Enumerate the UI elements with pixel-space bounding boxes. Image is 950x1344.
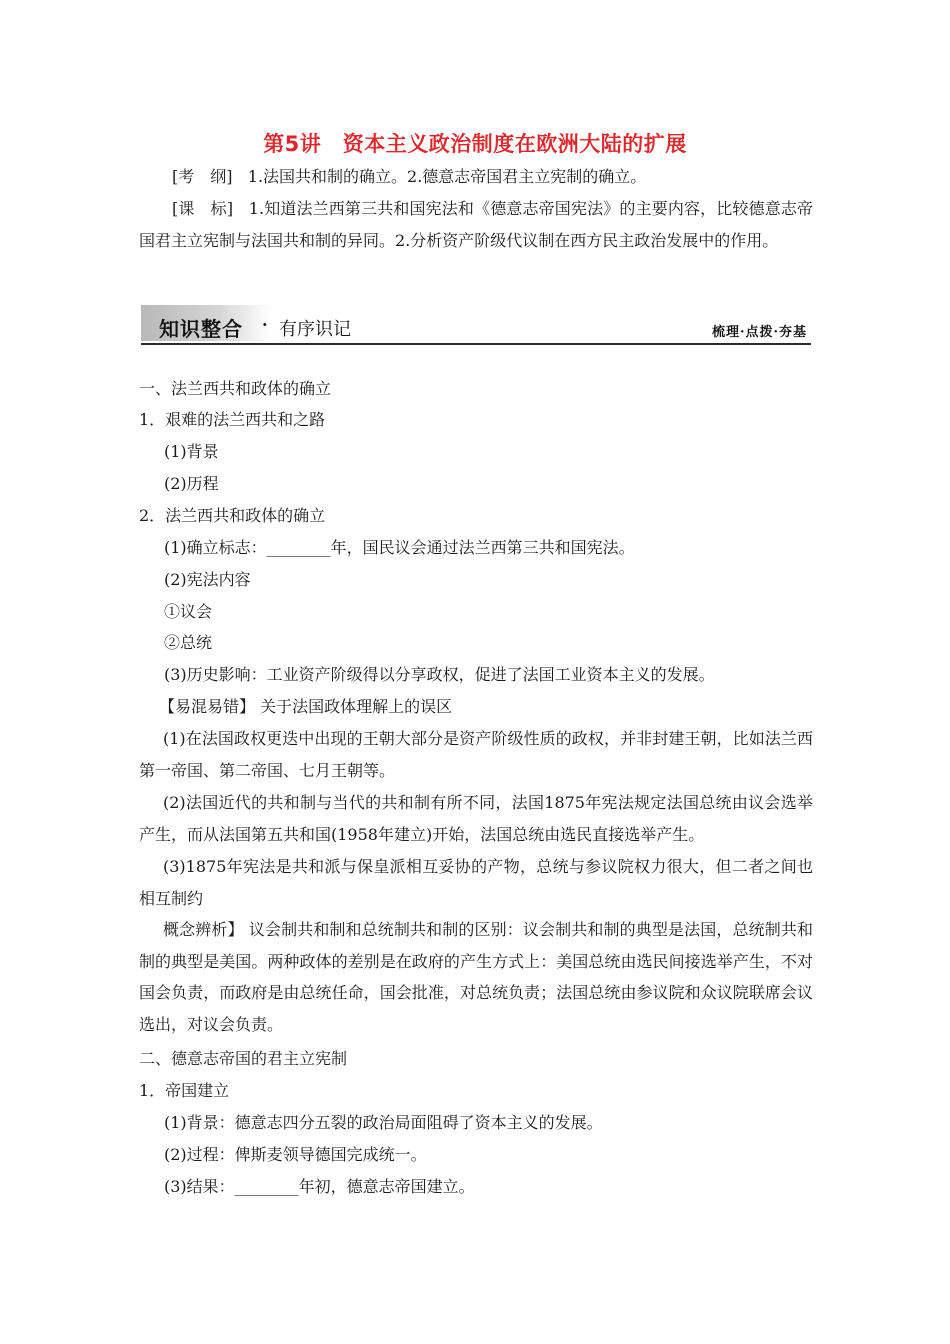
kebiao-text: 1.知道法兰西第三共和国宪法和《德意志帝国宪法》的主要内容，比较德意志帝国君主立宪制与法国共和制的异同。2.分析资产阶级代议制在西方民主政治发展中的作用。: [139, 199, 813, 250]
item-establish-sign: (1)确立标志：________年，国民议会通过法兰西第三共和国宪法。: [164, 538, 635, 557]
item-president: ②总统: [164, 633, 213, 652]
item-impact: (3)历史影响：工业资产阶级得以分享政权，促进了法国工业资本主义的发展。: [164, 665, 715, 684]
confusion-heading: 【易混易错】 关于法国政体理解上的误区: [159, 697, 453, 716]
section-heading-2: 二、德意志帝国的君主立宪制: [139, 1049, 348, 1068]
item-parliament: ①议会: [164, 602, 213, 621]
banner-rule: [141, 343, 811, 345]
item-empire-background: (1)背景：德意志四分五裂的政治局面阻碍了资本主义的发展。: [164, 1113, 603, 1132]
banner-right-label: 梳理·点拨·夯基: [711, 325, 807, 340]
banner-dot: ·: [262, 315, 268, 334]
confusion-point-3: (3)1875年宪法是共和派与保皇派相互妥协的产物，总统与参议院权力很大，但二者之间也相互制约: [139, 857, 813, 908]
heading-1-1: 1．艰难的法兰西共和之路: [139, 410, 326, 429]
concept-analysis: 概念辨析】 议会制共和制和总统制共和制的区别：议会制共和制的典型是法国，总统制共和制的典型是美国。两种政体的差别是在政府的产生方式上：美国总统由选民间接选举产生，不对国会负责，而政府是由总统任命，国会批准，对总统负责；法国总统由参议院和众议院联席会议选出，对议会负责。: [139, 920, 813, 1034]
item-background: (1)背景: [164, 442, 219, 461]
heading-1-2: 2．法兰西共和政体的确立: [139, 506, 326, 525]
item-empire-result: (3)结果：________年初，德意志帝国建立。: [164, 1177, 475, 1196]
banner-main-label: 知识整合: [159, 317, 243, 341]
confusion-point-1: (1)在法国政权更迭中出现的王朝大部分是资产阶级性质的政权，并非封建王朝，比如法兰西第一帝国、第二帝国、七月王朝等。: [139, 729, 813, 780]
item-constitution: (2)宪法内容: [164, 570, 251, 589]
heading-2-1: 1．帝国建立: [139, 1081, 230, 1100]
banner-sub-label: 有序识记: [279, 319, 351, 340]
item-process: (2)历程: [164, 474, 219, 493]
confusion-point-2: (2)法国近代的共和制与当代的共和制有所不同，法国1875年宪法规定法国总统由议会选举产生，而从法国第五共和国(1958年建立)开始，法国总统由选民直接选举产生。: [139, 793, 813, 844]
kebiao-tag: [课 标]: [172, 199, 234, 218]
kebiao-paragraph: [139, 193, 813, 256]
kaogang-text: 1.法国共和制的确立。2.德意志帝国君主立宪制的确立。: [247, 167, 647, 186]
kaogang-tag: [考 纲]: [172, 167, 233, 186]
section-banner: [141, 305, 811, 345]
item-empire-process: (2)过程：俾斯麦领导德国完成统一。: [164, 1145, 427, 1164]
page-title: 第5讲 资本主义政治制度在欧洲大陆的扩展: [263, 132, 687, 156]
section-heading-1: 一、法兰西共和政体的确立: [139, 379, 332, 398]
kaogang-line: [172, 161, 812, 193]
